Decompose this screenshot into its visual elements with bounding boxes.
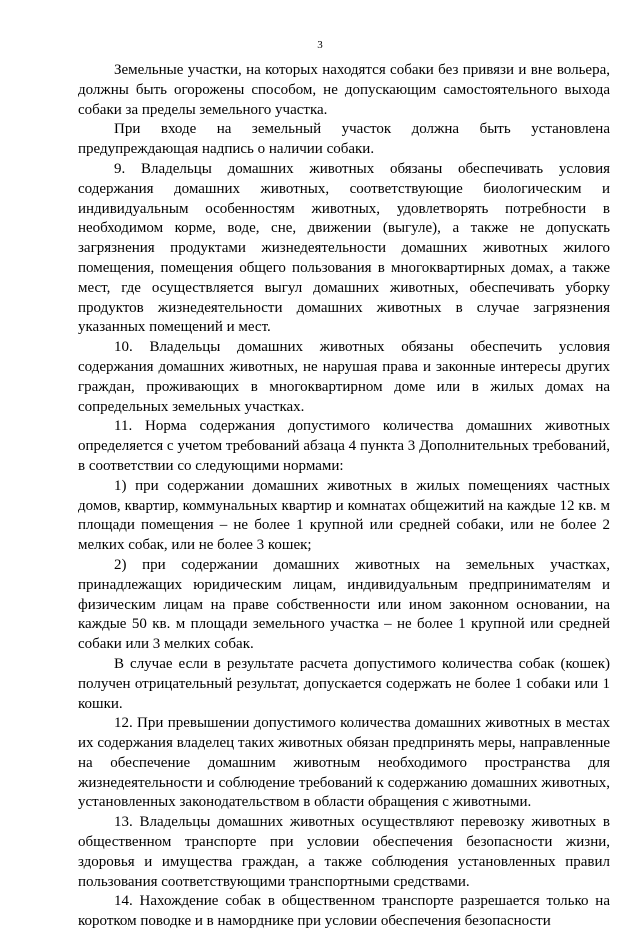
paragraph-negative-result: В случае если в результате расчета допустимого количества собак (кошек) получен отрицательный результат, допускается содержать не более 1 собаки или 1 кошки. bbox=[78, 655, 610, 712]
paragraph-item-11-sub-2: 2) при содержании домашних животных на земельных участках, принадлежащих юридическим лицам, индивидуальным предпринимателям и физическим лицам на праве собственности или ином законном основании, на каждые 50 кв. м площади земельного участка – не более 1 крупной или средней собаки или 3 мелких собак. bbox=[78, 556, 610, 653]
paragraph-warning-sign: При входе на земельный участок должна быть установлена предупреждающая надпись о наличии собаки. bbox=[78, 121, 610, 158]
paragraph-fenced-land-plots: Земельные участки, на которых находятся собаки без привязи и вне вольера, должны быть огорожены способом, не допускающим самостоятельного выхода собаки за пределы земельного участка. bbox=[78, 62, 610, 118]
paragraph-item-11: 11. Норма содержания допустимого количества домашних животных определяется с учетом требований абзаца 4 пункта 3 Дополнительных требований, в соответствии со следующими нормами: bbox=[78, 418, 610, 474]
paragraph-item-14: 14. Нахождение собак в общественном транспорте разрешается только на коротком поводке и в наморднике при условии обеспечения безопасности bbox=[78, 893, 610, 930]
paragraph-item-10: 10. Владельцы домашних животных обязаны обеспечить условия содержания домашних животных, не нарушая права и законные интересы других граждан, проживающих в многоквартирном доме или в жилых домах на сопредельных земельных участках. bbox=[78, 339, 610, 415]
paragraph-item-11-sub-1: 1) при содержании домашних животных в жилых помещениях частных домов, квартир, коммунальных квартир и комнатах общежитий на каждые 12 кв. м площади помещения – не более 1 крупной или средней собаки, или не более 2 мелких собак, или не более 3 кошек; bbox=[78, 477, 610, 554]
paragraph-item-12: 12. При превышении допустимого количества домашних животных в местах их содержания владелец таких животных обязан предпринять меры, направленные на обеспечение домашним животным необходимого пространства для жизнедеятельности и соблюдение требований к содержанию домашних животных, установленных законодательством в области обращения с животными. bbox=[78, 715, 610, 811]
paragraph-item-9: 9. Владельцы домашних животных обязаны обеспечивать условия содержания домашних животных, соответствующие биологическим и индивидуальным особенностям животных, удовлетворять потребности в необходимом корме, воде, сне, движении (выгуле), а также не допускать загрязнения продуктами жизнедеятельности домашних животных жилого помещения, помещения общего пользования в многоквартирных домах, а также мест, где осуществляется выгул домашних животных, обеспечивать уборку продуктов жизнедеятельности домашних животных в случае загрязнения указанных помещений и мест. bbox=[78, 160, 610, 336]
document-body bbox=[78, 61, 610, 932]
paragraph-item-13: 13. Владельцы домашних животных осуществляют перевозку животных в общественном транспорте при условии обеспечения безопасности жизни, здоровья и имущества граждан, а также соблюдения установленных правил пользования соответствующими транспортными средствами. bbox=[78, 814, 610, 890]
page-number: 3 bbox=[317, 39, 323, 51]
